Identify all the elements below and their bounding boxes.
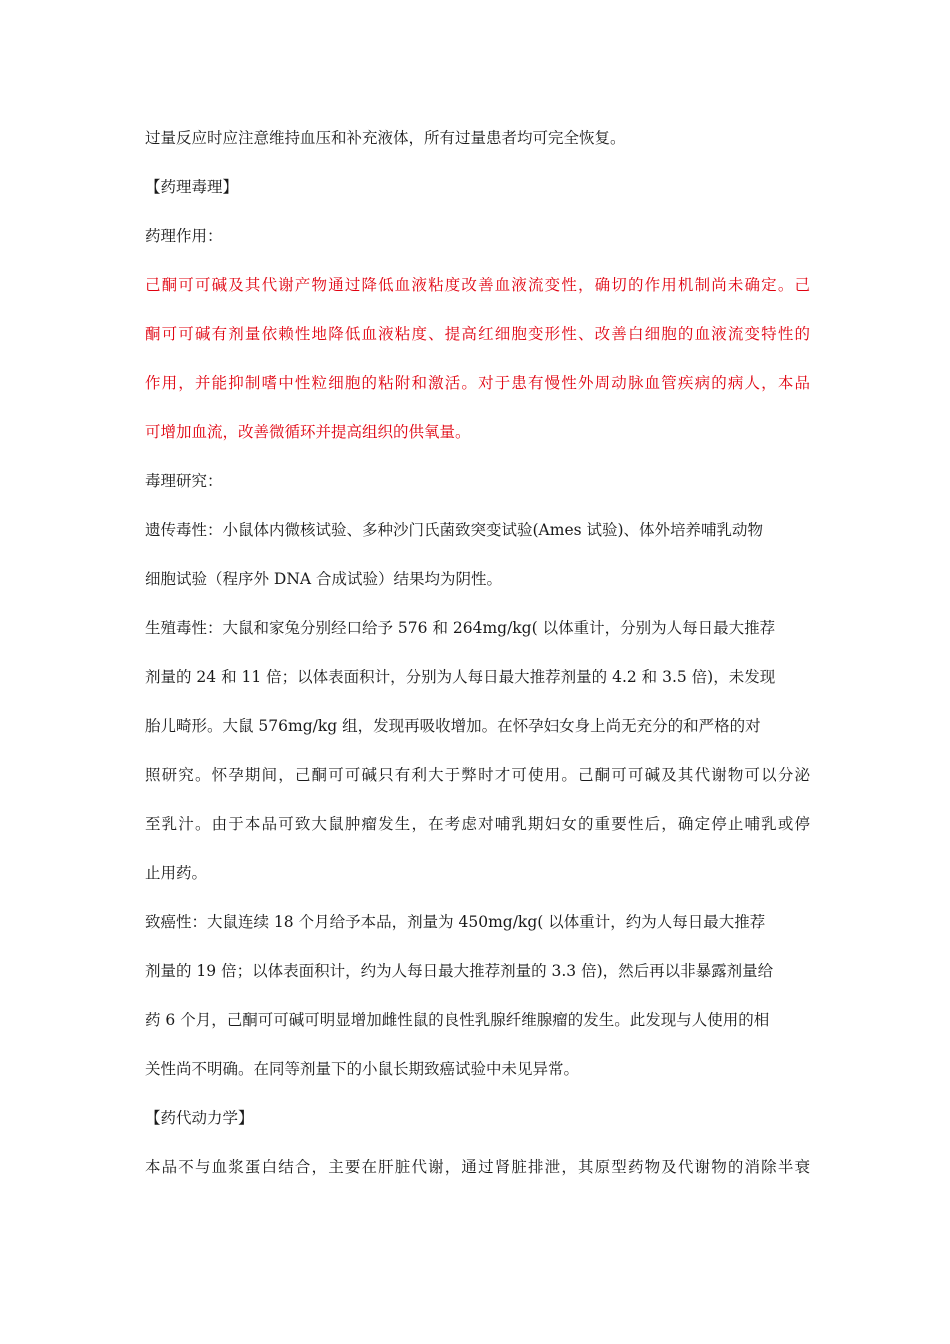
document-body (145, 119, 810, 1197)
text-line: 胎儿畸形。大鼠 576mg/kg 组，发现再吸收增加。在怀孕妇女身上尚无充分的和严格的对 (145, 717, 761, 735)
text-line: 药 6 个月，己酮可可碱可明显增加雌性鼠的良性乳腺纤维腺瘤的发生。此发现与人使用的相 (145, 1011, 770, 1029)
text-line: 照研究。怀孕期间，己酮可可碱只有利大于弊时才可使用。己酮可可碱及其代谢物可以分泌 (145, 766, 810, 784)
highlighted-text-line: 作用，并能抑制嗜中性粒细胞的粘附和激活。对于患有慢性外周动脉血管疾病的病人，本品 (145, 374, 810, 392)
text-line: 至乳汁。由于本品可致大鼠肿瘤发生，在考虑对哺乳期妇女的重要性后，确定停止哺乳或停 (145, 815, 810, 833)
highlighted-text-line: 可增加血流，改善微循环并提高组织的供氧量。 (145, 423, 471, 441)
text-line: 细胞试验（程序外 DNA 合成试验）结果均为阴性。 (145, 570, 503, 588)
text-line: 生殖毒性：大鼠和家兔分别经口给予 576 和 264mg/kg( 以体重计，分别为人每日最大推荐 (145, 619, 776, 637)
text-line: 致癌性：大鼠连续 18 个月给予本品，剂量为 450mg/kg( 以体重计，约为人每日最大推荐 (145, 913, 766, 931)
highlighted-text-line: 己酮可可碱及其代谢产物通过降低血液粘度改善血液流变性，确切的作用机制尚未确定。己 (145, 276, 810, 294)
text-line: 止用药。 (145, 864, 208, 882)
text-line: 本品不与血浆蛋白结合，主要在肝脏代谢，通过肾脏排泄，其原型药物及代谢物的消除半衰 (145, 1158, 810, 1176)
text-line: 关性尚不明确。在同等剂量下的小鼠长期致癌试验中未见异常。 (145, 1060, 580, 1078)
text-line: 剂量的 24 和 11 倍；以体表面积计，分别为人每日最大推荐剂量的 4.2 和 3.5 倍)，未发现 (145, 668, 776, 686)
highlighted-text-line: 酮可可碱有剂量依赖性地降低血液粘度、提高红细胞变形性、改善白细胞的血液流变特性的 (145, 325, 810, 343)
text-line: 毒理研究： (145, 472, 223, 490)
text-line: 药理作用： (145, 227, 223, 245)
text-line: 过量反应时应注意维持血压和补充液体，所有过量患者均可完全恢复。 (145, 129, 626, 147)
text-line: 剂量的 19 倍；以体表面积计，约为人每日最大推荐剂量的 3.3 倍)，然后再以非暴露剂量给 (145, 962, 774, 980)
text-line: 【药理毒理】 (145, 178, 239, 196)
text-line: 【药代动力学】 (145, 1109, 254, 1127)
text-line: 遗传毒性：小鼠体内微核试验、多种沙门氏菌致突变试验(Ames 试验)、体外培养哺乳动物 (145, 521, 764, 539)
